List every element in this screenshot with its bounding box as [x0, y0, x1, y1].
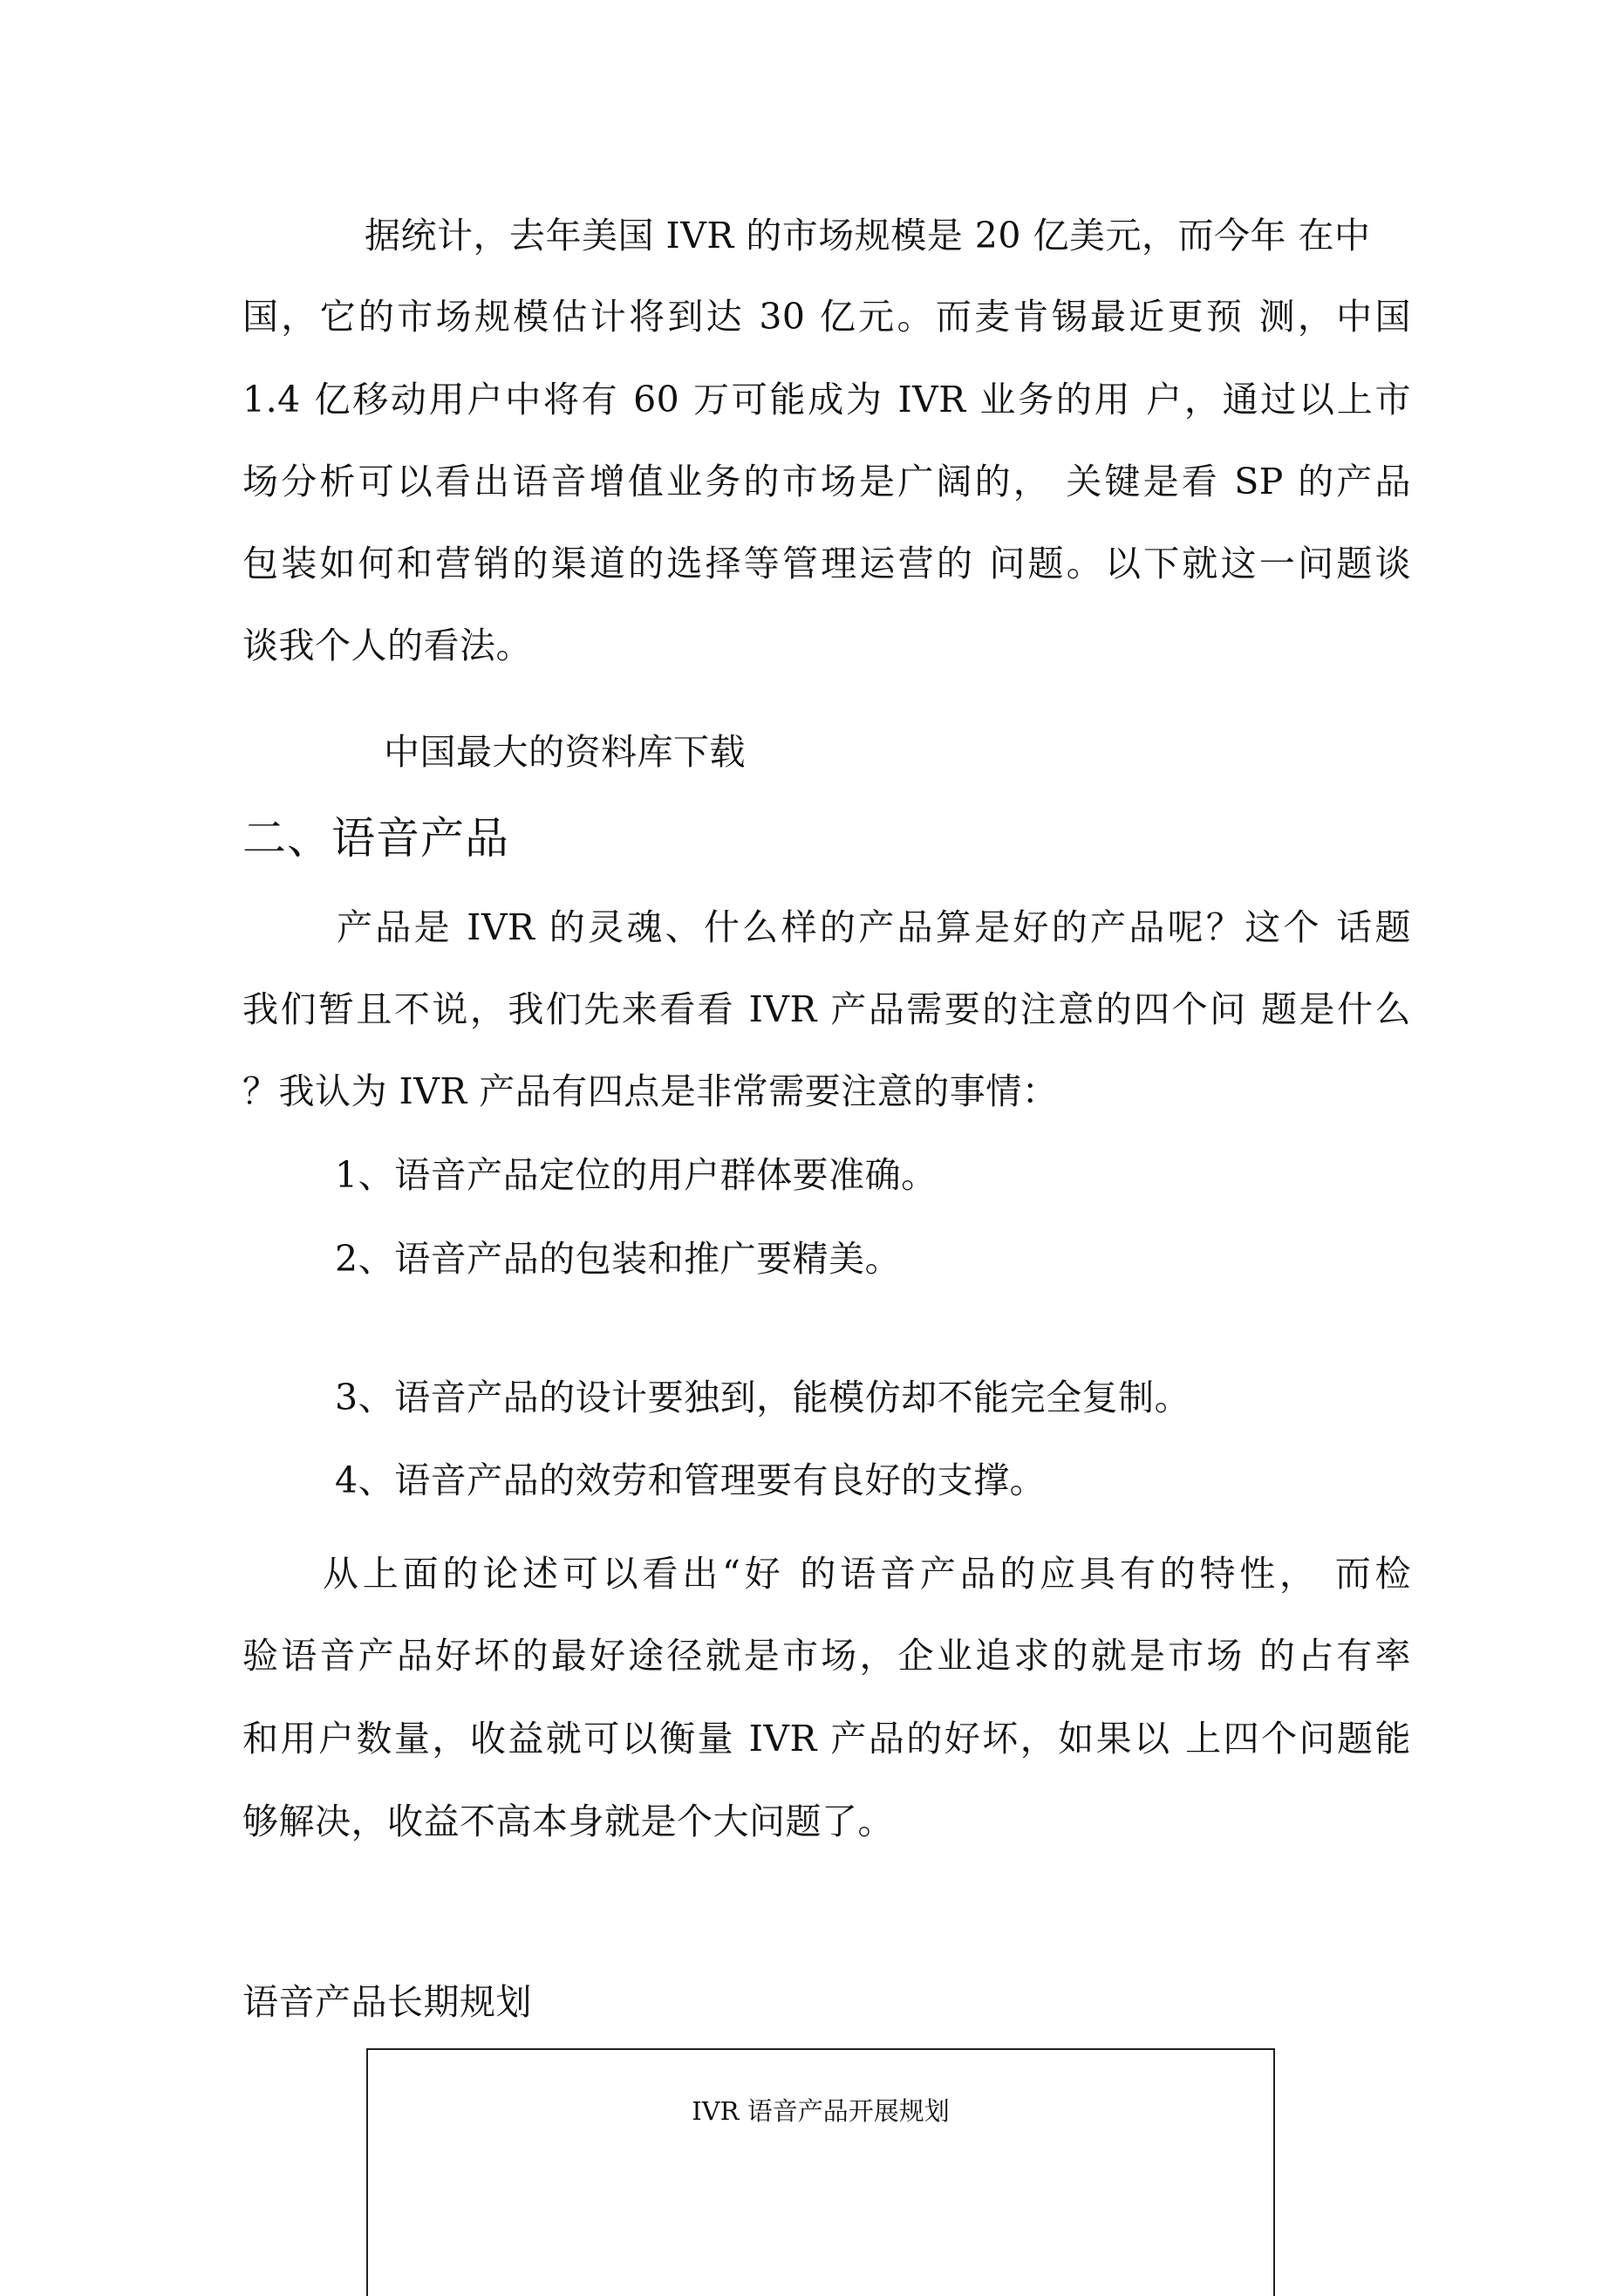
paragraph1-line-3: 1.4 亿移动用户中将有 60 万可能成为 IVR 业务的用 户，通过以上市: [242, 379, 1411, 420]
subheading: 语音产品长期规划: [242, 1981, 532, 2023]
paragraph1-line-5: 包装如何和营销的渠道的选择等管理运营的 问题。以下就这一问题谈: [242, 543, 1411, 584]
paragraph3-line-3: 和用户数量，收益就可以衡量 IVR 产品的好坏，如果以 上四个问题能: [242, 1718, 1411, 1760]
list-item-3: 3、语音产品的设计要独到，能模仿却不能完全复制。: [335, 1377, 1191, 1418]
paragraph1-line-2: 国，它的市场规模估计将到达 30 亿元。而麦肯锡最近更预 测，中国: [242, 296, 1411, 338]
section-heading: 二、语音产品: [242, 813, 509, 864]
paragraph2-line-1: 产品是 IVR 的灵魂、什么样的产品算是好的产品呢？这个 话题: [337, 906, 1411, 948]
list-item-1: 1、语音产品定位的用户群体要准确。: [335, 1154, 938, 1196]
paragraph3-line-1: 从上面的论述可以看出“好 的语音产品的应具有的特性， 而检: [323, 1553, 1411, 1595]
plan-table: [366, 2048, 1275, 2296]
list-item-2: 2、语音产品的包装和推广要精美。: [335, 1238, 902, 1280]
paragraph2-line-2: 我们暂且不说，我们先来看看 IVR 产品需要的注意的四个问 题是什么: [242, 988, 1411, 1030]
paragraph2-line-3: ？我认为 IVR 产品有四点是非常需要注意的事情：: [242, 1070, 1059, 1112]
paragraph3-line-2: 验语音产品好坏的最好途径就是市场，企业追求的就是市场 的占有率: [242, 1635, 1411, 1677]
paragraph1-line-1: 据统计，去年美国 IVR 的市场规模是 20 亿美元，而今年 在中: [365, 215, 1371, 256]
paragraph1-line-6: 谈我个人的看法。: [242, 625, 532, 666]
list-item-4: 4、语音产品的效劳和管理要有良好的支撑。: [335, 1459, 1047, 1501]
paragraph1-line-4: 场分析可以看出语音增值业务的市场是广阔的， 关键是看 SP 的产品: [242, 461, 1411, 502]
watermark-line: 中国最大的资料库下载: [384, 731, 746, 773]
table-title: IVR 语音产品开展规划: [692, 2096, 950, 2126]
paragraph3-line-4: 够解决，收益不高本身就是个大问题了。: [242, 1801, 894, 1842]
